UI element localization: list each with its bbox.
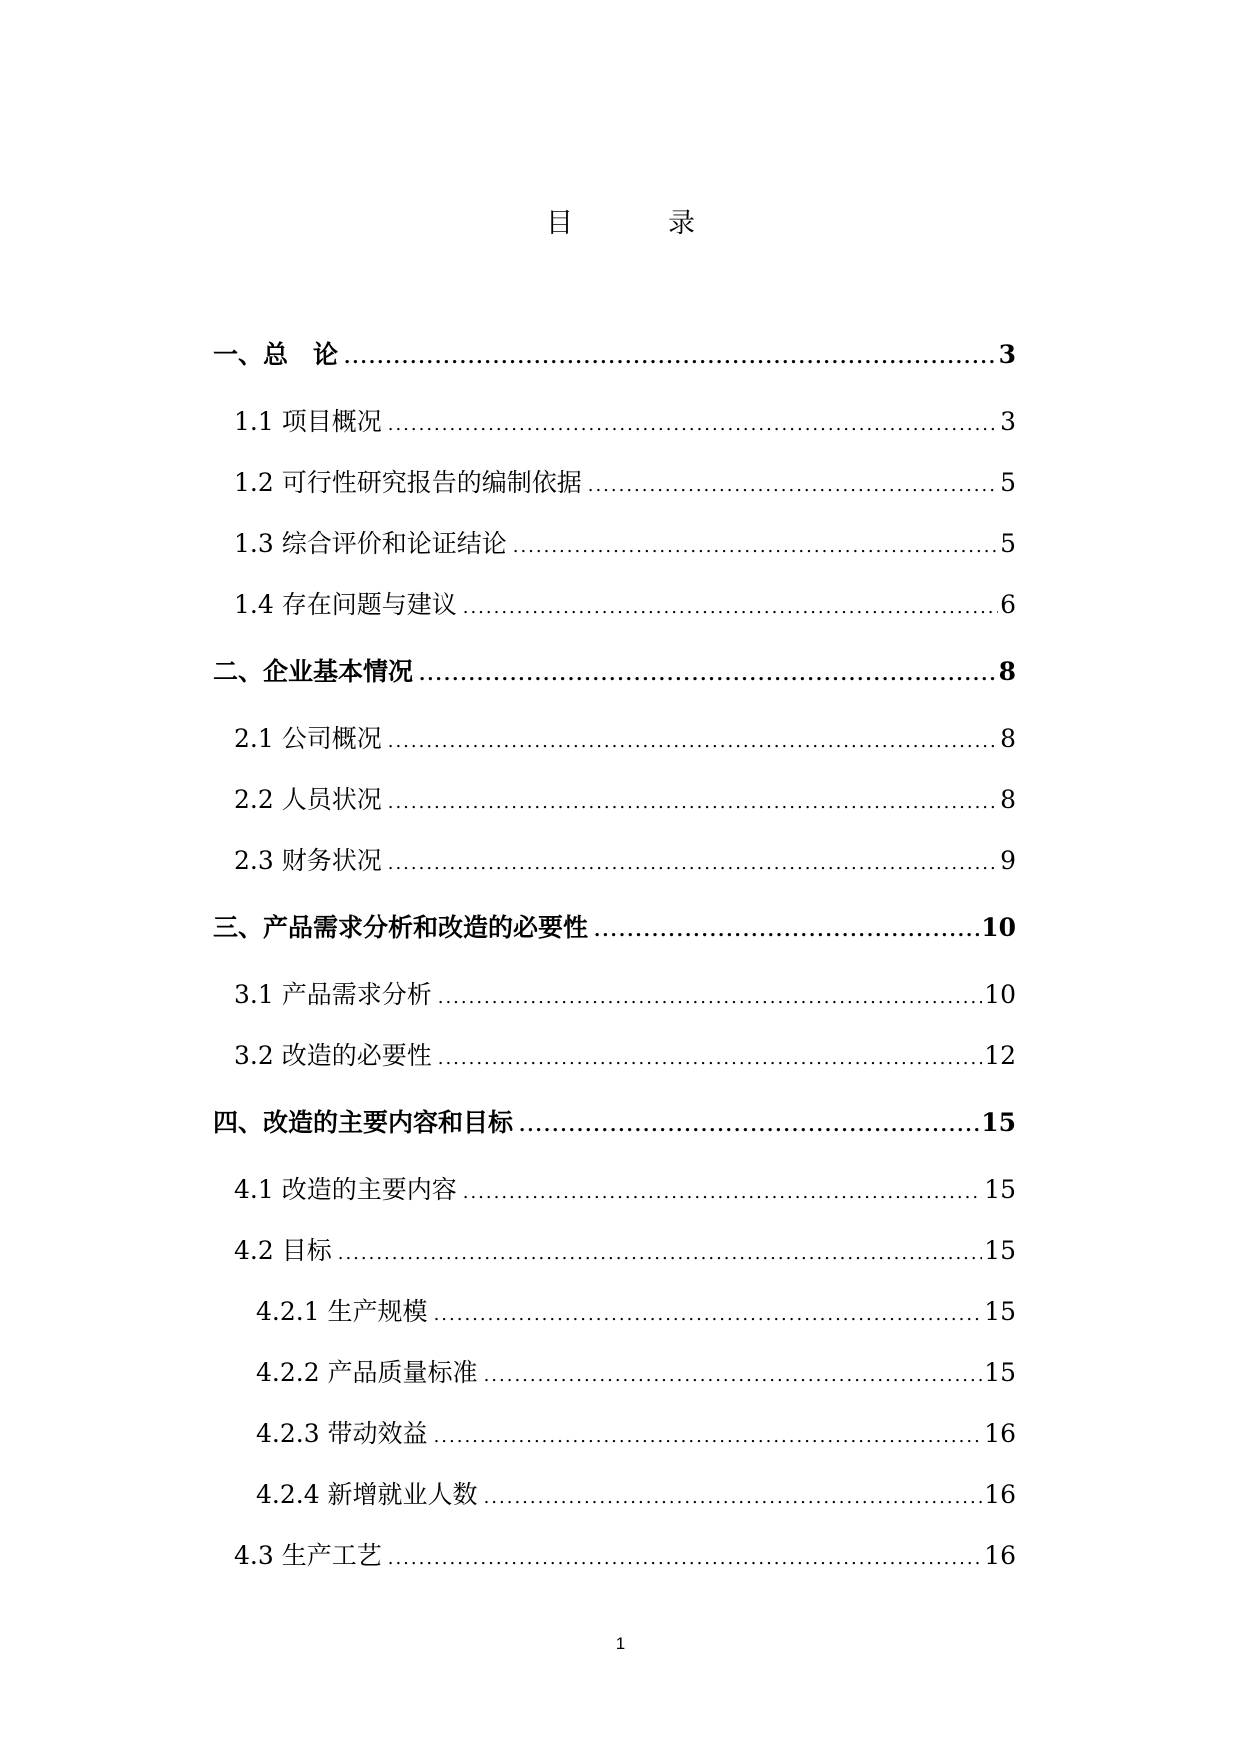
toc-entry-page: 9 xyxy=(1000,846,1016,875)
toc-chapter-entry[interactable] xyxy=(213,324,1016,385)
toc-entry-label: 4.2.1 生产规模 xyxy=(256,1297,428,1326)
toc-entry-page: 3 xyxy=(998,340,1016,369)
dot-leader xyxy=(388,394,998,455)
dot-leader xyxy=(463,577,998,638)
toc-entry-label: 1.2 可行性研究报告的编制依据 xyxy=(234,468,582,497)
toc-entry-label: 4.2 目标 xyxy=(234,1236,332,1265)
toc-chapter-entry[interactable] xyxy=(213,897,1016,958)
toc-entry-label: 三、产品需求分析和改造的必要性 xyxy=(213,913,589,942)
toc-subsection-entry[interactable] xyxy=(213,1403,1016,1464)
toc-section-entry[interactable] xyxy=(213,708,1016,769)
toc-entry-label: 3.1 产品需求分析 xyxy=(234,980,432,1009)
dot-leader xyxy=(438,1028,982,1089)
toc-entry-page: 15 xyxy=(984,1175,1016,1204)
toc-entry-page: 15 xyxy=(984,1236,1016,1265)
toc-entry-page: 5 xyxy=(1000,529,1016,558)
toc-entry-page: 12 xyxy=(984,1041,1016,1070)
toc-entry-label: 4.2.4 新增就业人数 xyxy=(256,1480,478,1509)
dot-leader xyxy=(434,1284,983,1345)
toc-section-entry[interactable] xyxy=(213,1159,1016,1220)
toc-entry-page: 3 xyxy=(1000,407,1016,436)
toc-entry-label: 四、改造的主要内容和目标 xyxy=(213,1108,514,1137)
dot-leader xyxy=(438,967,982,1028)
toc-section-entry[interactable] xyxy=(213,1525,1016,1586)
toc-section-entry[interactable] xyxy=(213,1220,1016,1281)
dot-leader xyxy=(388,833,998,894)
dot-leader xyxy=(463,1162,982,1223)
toc-entry-page: 15 xyxy=(981,1108,1016,1137)
dot-leader xyxy=(338,1223,982,1284)
dot-leader xyxy=(484,1345,983,1406)
dot-leader xyxy=(388,772,998,833)
toc-entry-page: 16 xyxy=(984,1419,1016,1448)
toc-chapter-entry[interactable] xyxy=(213,641,1016,702)
toc-entry-label: 2.2 人员状况 xyxy=(234,785,382,814)
dot-leader xyxy=(594,900,979,961)
dot-leader xyxy=(513,516,998,577)
page-number: 1 xyxy=(615,1634,626,1653)
toc-section-entry[interactable] xyxy=(213,964,1016,1025)
dot-leader xyxy=(344,327,997,388)
toc-entry-page: 15 xyxy=(984,1358,1016,1387)
toc-section-entry[interactable] xyxy=(213,830,1016,891)
toc-title: 目 录 xyxy=(546,208,729,239)
toc-subsection-entry[interactable] xyxy=(213,1281,1016,1342)
toc-section-entry[interactable] xyxy=(213,391,1016,452)
dot-leader xyxy=(434,1406,983,1467)
toc-entry-label: 1.3 综合评价和论证结论 xyxy=(234,529,507,558)
toc-entry-page: 15 xyxy=(984,1297,1016,1326)
toc-entry-label: 二、企业基本情况 xyxy=(213,657,414,686)
toc-entry-label: 一、总 论 xyxy=(213,340,339,369)
table-of-contents xyxy=(213,318,1016,1586)
dot-leader xyxy=(419,644,997,705)
dot-leader xyxy=(388,711,998,772)
toc-entry-label: 1.4 存在问题与建议 xyxy=(234,590,457,619)
toc-entry-page: 8 xyxy=(998,657,1016,686)
dot-leader xyxy=(588,455,998,516)
toc-section-entry[interactable] xyxy=(213,452,1016,513)
toc-subsection-entry[interactable] xyxy=(213,1342,1016,1403)
toc-entry-label: 1.1 项目概况 xyxy=(234,407,382,436)
toc-subsection-entry[interactable] xyxy=(213,1464,1016,1525)
toc-entry-page: 10 xyxy=(981,913,1016,942)
toc-entry-label: 2.3 财务状况 xyxy=(234,846,382,875)
toc-entry-label: 3.2 改造的必要性 xyxy=(234,1041,432,1070)
toc-section-entry[interactable] xyxy=(213,1025,1016,1086)
toc-entry-page: 5 xyxy=(1000,468,1016,497)
toc-entry-label: 4.3 生产工艺 xyxy=(234,1541,382,1570)
toc-entry-page: 10 xyxy=(984,980,1016,1009)
toc-entry-page: 8 xyxy=(1000,724,1016,753)
toc-section-entry[interactable] xyxy=(213,513,1016,574)
toc-section-entry[interactable] xyxy=(213,769,1016,830)
dot-leader xyxy=(484,1467,983,1528)
toc-entry-page: 6 xyxy=(1000,590,1016,619)
toc-entry-page: 8 xyxy=(1000,785,1016,814)
toc-entry-label: 4.1 改造的主要内容 xyxy=(234,1175,457,1204)
toc-entry-label: 4.2.3 带动效益 xyxy=(256,1419,428,1448)
toc-section-entry[interactable] xyxy=(213,574,1016,635)
toc-entry-label: 4.2.2 产品质量标准 xyxy=(256,1358,478,1387)
toc-entry-label: 2.1 公司概况 xyxy=(234,724,382,753)
dot-leader xyxy=(388,1528,982,1589)
dot-leader xyxy=(519,1095,979,1156)
toc-entry-page: 16 xyxy=(984,1480,1016,1509)
toc-entry-page: 16 xyxy=(984,1541,1016,1570)
toc-chapter-entry[interactable] xyxy=(213,1092,1016,1153)
